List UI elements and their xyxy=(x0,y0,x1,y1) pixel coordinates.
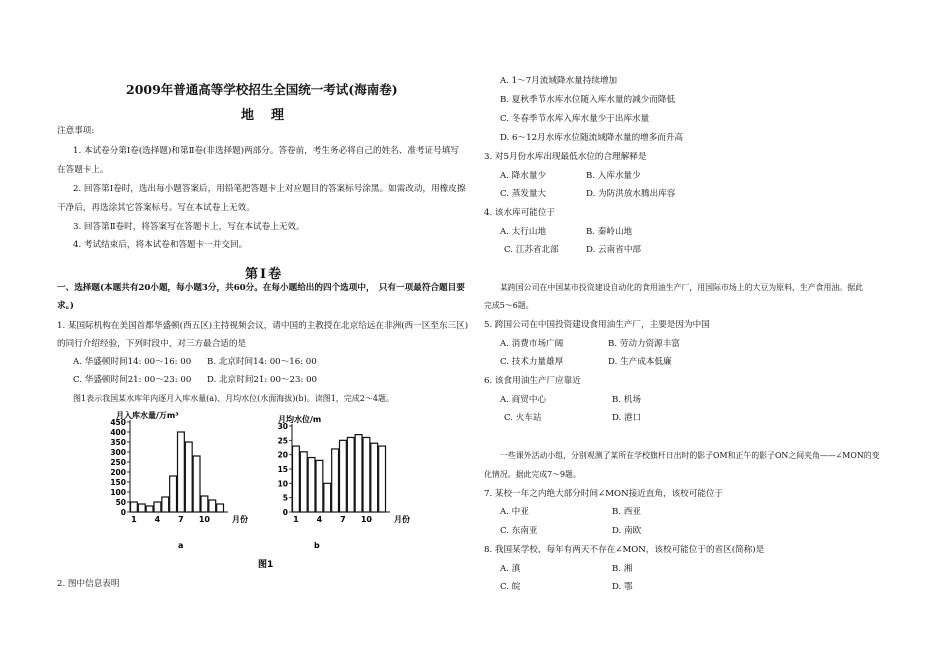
q5-option-d: D. 生产成本低廉 xyxy=(608,357,672,367)
q3-stem: 3. 对5月份水库出现最低水位的合理解释是 xyxy=(484,152,647,162)
chart-a-ytick-label: 250 xyxy=(110,458,126,467)
chart-a-bar xyxy=(138,504,145,512)
q3-option-b: B. 入库水量少 xyxy=(586,171,641,181)
chart-b-ytick-label: 10 xyxy=(277,479,288,489)
q1-stem-cont: 的同行介绍经验，下列时段中，对三方最合适的是 xyxy=(57,339,247,349)
notice-item-3: 3. 回答第Ⅱ卷时，将答案写在答题卡上，写在本试卷上无效。 xyxy=(73,222,305,232)
chart-a-xtick-label: 4 xyxy=(154,515,161,524)
chart-a-ytick-label: 400 xyxy=(110,428,126,437)
q3-option-c: C. 蒸发量大 xyxy=(500,189,547,199)
q6-stem: 6. 该食用油生产厂应靠近 xyxy=(484,376,581,386)
q1-option-b: B. 北京时间14: 00～16: 00 xyxy=(207,357,317,367)
chart-b-ytick-label: 0 xyxy=(282,508,288,517)
chart-b-title: 月均水位/m xyxy=(278,415,322,424)
chart-a-ytick-label: 200 xyxy=(110,468,126,477)
q1-option-c: C. 华盛顿时间21: 00～23: 00 xyxy=(73,375,192,385)
notice-item-1-cont: 在答题卡上。 xyxy=(57,165,109,175)
chart-b-ytick-label: 15 xyxy=(277,465,288,474)
exam-title: 2009年普通高等学校招生全国统一考试(海南卷) xyxy=(126,82,398,97)
q5-option-a: A. 消费市场广阔 xyxy=(500,339,564,349)
chart-a-ytick-label: 150 xyxy=(110,478,126,487)
part1-intro-cont: 求。) xyxy=(57,301,74,311)
chart-a-ytick-label: 0 xyxy=(120,508,126,517)
q2-option-b: B. 夏秋季节水库水位随入库水量的减少而降低 xyxy=(500,95,676,105)
q3-option-a: A. 降水量少 xyxy=(500,171,547,181)
figure-intro: 图1表示我国某水库年内逐月入库水量(a)、月均水位(水面海拔)(b)。读图1，完成2～4题。 xyxy=(73,394,394,403)
chart-b-ytick-label: 20 xyxy=(277,450,288,460)
q7-option-a: A. 中亚 xyxy=(500,507,529,517)
chart-b-bar xyxy=(363,437,370,512)
chart-a-bar xyxy=(131,502,138,512)
chart-a-bar xyxy=(209,500,216,512)
part1-intro: 一、选择题(本题共有20小题，每小题3分，共60分。在每小题给出的四个选项中， 只有一项最符合题目要 xyxy=(57,283,465,293)
q4-stem: 4. 该水库可能位于 xyxy=(484,208,556,218)
q6-option-d: D. 港口 xyxy=(612,413,642,423)
chart-b-xlabel: 月份 xyxy=(394,515,410,524)
q6-option-c: C. 火车站 xyxy=(504,413,542,423)
notice-item-2-cont: 干净后，再选涂其它答案标号。写在本试卷上无效。 xyxy=(57,203,255,213)
chart-a-xtick-label: 7 xyxy=(178,515,184,524)
q1-stem: 1. 某国际机构在美国首都华盛顿(西五区)主持视频会议，请中国的主教授在北京给远在非洲(西一区至东三区) xyxy=(57,321,469,331)
chart-b-xtick-label: 10 xyxy=(360,515,372,524)
chart-a-bar xyxy=(178,432,185,512)
chart-b-bar xyxy=(347,437,354,512)
chart-b-bar xyxy=(324,483,331,512)
chart-a-xlabel: 月份 xyxy=(232,515,248,524)
chart-a-bar xyxy=(185,442,192,512)
chart-b-ytick-label: 25 xyxy=(277,436,288,446)
q8-option-d: D. 鄂 xyxy=(612,582,633,592)
chart-a-xtick-label: 10 xyxy=(198,515,210,524)
q2-option-a: A. 1～7月流域降水量持续增加 xyxy=(500,76,618,86)
passage-5-6: 某跨国公司在中国某市投资建设自动化的食用油生产厂，用国际市场上的大豆为原料，生产食用油。据此 xyxy=(500,283,863,292)
chart-b-bar xyxy=(316,460,323,512)
q1-option-d: D. 北京时间21: 00～23: 00 xyxy=(207,375,318,385)
chart-a-bar xyxy=(217,504,224,512)
chart-a-bar xyxy=(201,496,208,512)
chart-a-xtick-label: 1 xyxy=(131,515,137,524)
q8-stem: 8. 我国某学校，每年有两天不存在∠MON，该校可能位于的省区(简称)是 xyxy=(484,545,765,555)
chart-a-ytick-label: 350 xyxy=(110,438,126,447)
chart-b xyxy=(278,414,410,524)
chart-a-bar xyxy=(170,476,177,512)
chart-b-ytick-label: 5 xyxy=(282,493,288,503)
q8-option-c: C. 皖 xyxy=(500,582,521,592)
q2-stem: 2. 图中信息表明 xyxy=(57,579,120,589)
chart-b-sublabel: b xyxy=(314,541,320,550)
chart-b-xtick-label: 4 xyxy=(316,515,323,524)
q7-option-d: D. 南欧 xyxy=(612,526,642,536)
chart-a-bar xyxy=(154,502,161,512)
q4-option-b: B. 秦岭山地 xyxy=(586,227,633,237)
notice-item-4: 4. 考试结束后，将本试卷和答题卡一并交回。 xyxy=(73,240,248,250)
chart-a-ytick-label: 450 xyxy=(110,418,126,427)
chart-b-bar xyxy=(300,452,307,512)
chart-a xyxy=(110,410,248,524)
chart-a-bar xyxy=(162,497,169,512)
figure-1 xyxy=(100,404,430,576)
notice-heading: 注意事项: xyxy=(57,126,95,136)
q4-option-d: D. 云南省中部 xyxy=(586,245,642,255)
figure-caption: 图1 xyxy=(258,560,274,570)
chart-b-bar xyxy=(332,449,339,512)
chart-b-xtick-label: 1 xyxy=(293,515,299,524)
q2-option-d: D. 6～12月水库水位随流域降水量的增多而升高 xyxy=(500,133,684,143)
chart-b-bar xyxy=(355,435,362,512)
chart-b-ytick-label: 30 xyxy=(277,422,288,431)
subject-heading: 地 理 xyxy=(241,108,287,123)
chart-a-ytick-label: 100 xyxy=(110,488,126,497)
q6-option-a: A. 商贸中心 xyxy=(500,395,547,405)
chart-a-ytick-label: 50 xyxy=(115,498,126,507)
q6-option-b: B. 机场 xyxy=(612,395,641,405)
q7-stem: 7. 某校一年之内绝大部分时间∠MON接近直角，该校可能位于 xyxy=(484,489,724,499)
notice-item-1: 1. 本试卷分第Ⅰ卷(选择题)和第Ⅱ卷(非选择题)两部分。答卷前，考生务必将自己的姓名、准考证号填写 xyxy=(73,146,459,156)
q5-stem: 5. 跨国公司在中国投资建设食用油生产厂，主要是因为中国 xyxy=(484,320,710,330)
chart-b-bar xyxy=(379,446,386,512)
q8-option-a: A. 滇 xyxy=(500,564,521,574)
part1-heading: 第Ⅰ卷 xyxy=(245,267,284,282)
q7-option-b: B. 西亚 xyxy=(612,507,641,517)
chart-a-sublabel: a xyxy=(178,541,184,550)
q5-option-c: C. 技术力量雄厚 xyxy=(500,357,564,367)
passage-5-6-cont: 完成5～6题。 xyxy=(484,301,534,310)
chart-b-bar xyxy=(308,458,315,512)
chart-a-bar xyxy=(193,456,200,512)
q8-option-b: B. 湘 xyxy=(612,564,633,574)
q4-option-c: C. 江苏省北部 xyxy=(504,245,559,255)
chart-b-bar xyxy=(340,440,347,512)
passage-7-9: 一些课外活动小组，分别观测了某所在学校旗杆日出时的影子OM和正午的影子ON之间夹角——∠MON的变 xyxy=(500,451,880,460)
q3-option-d: D. 为防洪放水腾出库容 xyxy=(586,189,676,199)
q5-option-b: B. 劳动力资源丰富 xyxy=(608,339,680,349)
q2-option-c: C. 冬春季节水库入库水量少于出库水量 xyxy=(500,114,650,124)
q4-option-a: A. 太行山地 xyxy=(500,227,547,237)
chart-b-xtick-label: 7 xyxy=(340,515,346,524)
chart-b-bar xyxy=(371,443,378,512)
q7-option-c: C. 东南亚 xyxy=(500,526,538,536)
chart-b-bar xyxy=(293,446,300,512)
passage-7-9-cont: 化情况。据此完成7～9题。 xyxy=(484,470,581,479)
q1-option-a: A. 华盛顿时间14: 00～16: 00 xyxy=(73,357,192,367)
chart-a-bar xyxy=(146,506,153,512)
chart-a-title: 月入库水量/万m³ xyxy=(116,411,179,420)
notice-item-2: 2. 回答第Ⅰ卷时，选出每小题答案后，用铅笔把答题卡上对应题目的答案标号涂黑。如需改动，用橡皮擦 xyxy=(73,184,466,194)
chart-a-ytick-label: 300 xyxy=(110,448,126,457)
